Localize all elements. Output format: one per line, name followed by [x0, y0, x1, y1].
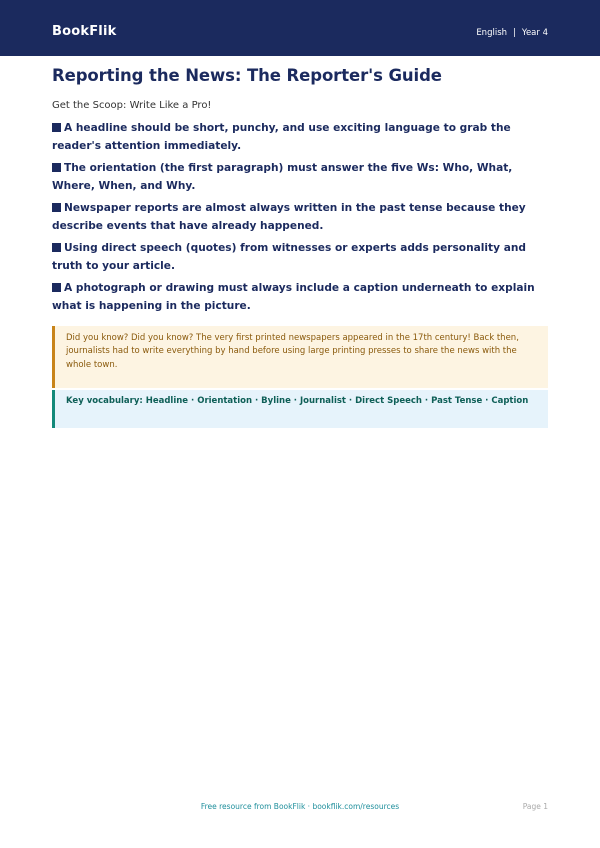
key-vocabulary-box	[52, 390, 548, 428]
key-point-text: A headline should be short, punchy, and use exciting language to grab the reader's attention immediately.	[52, 122, 511, 152]
square-bullet-icon	[52, 283, 61, 292]
page-number: Page 1	[522, 802, 548, 811]
subject-meta	[476, 28, 548, 38]
square-bullet-icon	[52, 203, 61, 212]
key-point	[52, 280, 552, 315]
key-point-text: A photograph or drawing must always include a caption underneath to explain what is happening in the picture.	[52, 282, 535, 312]
subject-label: English	[476, 28, 508, 38]
key-point	[52, 200, 552, 235]
did-you-know-text: Did you know? Did you know? The very first printed newspapers appeared in the 17th century! Back then, journalists had to write everything by hand before using large printing presses to share the news with the whole town.	[66, 333, 519, 370]
key-vocabulary-text: Key vocabulary: Headline · Orientation · Byline · Journalist · Direct Speech · Past Tense · Caption	[66, 396, 529, 406]
page-title: Reporting the News: The Reporter's Guide	[52, 66, 442, 85]
header-bar	[0, 0, 600, 56]
key-point-text: Using direct speech (quotes) from witnesses or experts adds personality and truth to your article.	[52, 242, 526, 272]
did-you-know-box	[52, 326, 548, 388]
key-point	[52, 160, 552, 195]
square-bullet-icon	[52, 163, 61, 172]
footer-link[interactable]: Free resource from BookFlik · bookflik.com/resources	[200, 802, 400, 811]
square-bullet-icon	[52, 243, 61, 252]
key-points-list	[52, 120, 552, 320]
square-bullet-icon	[52, 123, 61, 132]
key-point	[52, 240, 552, 275]
brand-logo[interactable]: BookFlik	[52, 24, 117, 39]
key-point	[52, 120, 552, 155]
page-subtitle: Get the Scoop: Write Like a Pro!	[52, 100, 212, 111]
key-point-text: The orientation (the first paragraph) must answer the five Ws: Who, What, Where, When, and Why.	[52, 162, 513, 192]
year-label: Year 4	[521, 28, 548, 38]
meta-separator: |	[513, 28, 516, 38]
key-point-text: Newspaper reports are almost always written in the past tense because they describe events that have already happened.	[52, 202, 526, 232]
